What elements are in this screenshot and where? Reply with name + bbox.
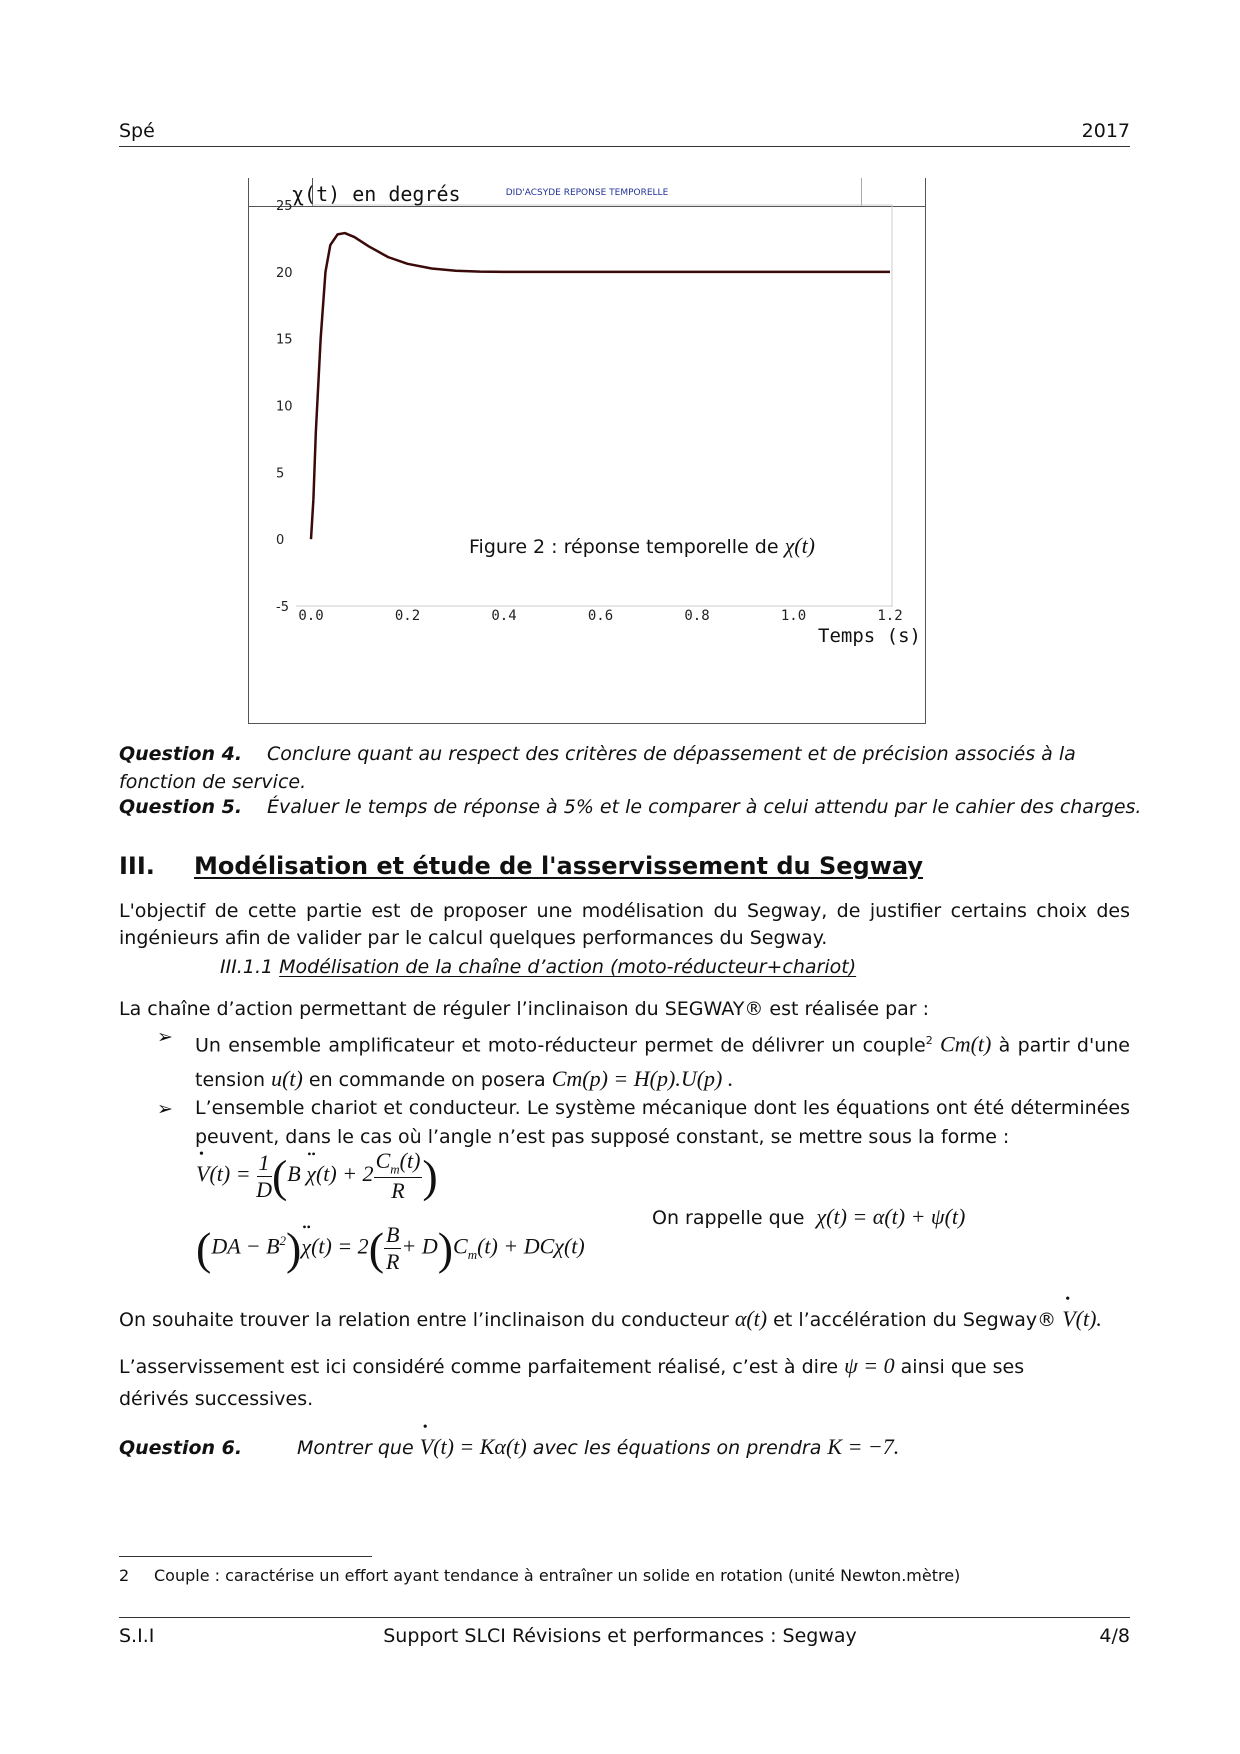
paragraph-2: [119, 1350, 1079, 1415]
figure-frame: [248, 178, 926, 724]
bullet-1-text: Un ensemble amplificateur et moto-réducteur permet de délivrer un couple: [195, 1034, 926, 1057]
psi-math: ψ = 0: [844, 1353, 895, 1378]
header-right: 2017: [1081, 120, 1130, 142]
u-math: u(t): [271, 1066, 303, 1092]
x-tick-label: 1.0: [780, 608, 807, 624]
y-tick-label: 25: [276, 199, 293, 214]
footnote-num: 2: [119, 1566, 130, 1585]
paragraph-1: [119, 1306, 1102, 1332]
para1-text: On souhaite trouver la relation entre l’inclinaison du conducteur: [119, 1309, 729, 1331]
x-tick-label: 0.0: [298, 608, 324, 624]
cm-math: Cm(t): [940, 1031, 992, 1057]
recall: [652, 1204, 965, 1230]
chain-intro: La chaîne d’action permettant de réguler l’inclinaison du SEGWAY® est réalisée par :: [119, 998, 930, 1020]
subsection-num: III.1.1: [220, 956, 274, 978]
figure-caption: [469, 533, 815, 559]
section-num: III.: [119, 852, 155, 880]
y-tick-label: 0: [276, 533, 285, 549]
recall-text: On rappelle que: [652, 1207, 805, 1229]
q6-label: Question 6.: [119, 1437, 243, 1459]
chart: [249, 178, 925, 723]
y-axis-label: χ(t) en degrés: [292, 182, 461, 206]
q4-text: Conclure quant au respect des critères de dépassement et de précision associés à la fonction de service.: [119, 743, 1076, 793]
x-tick-label: 1.2: [877, 608, 903, 624]
subsection-heading: [220, 956, 856, 978]
bullet-arrow-icon: ➢: [157, 1098, 173, 1120]
y-tick-label: 20: [276, 265, 293, 281]
equation-1: • V(t) = $\frac{1}{D}$ (B •• χ(t) + 2 $\frac{C_m(t)}{R}$ ): [196, 1148, 438, 1204]
q6-k: K = −7.: [827, 1434, 900, 1459]
y-tick-label: 10: [276, 399, 293, 415]
q6-text-b: avec les équations on prendra: [532, 1437, 822, 1459]
recall-math: χ(t) = α(t) + ψ(t): [816, 1204, 966, 1229]
header-left: Spé: [119, 120, 155, 142]
figure-banner: DID'ACSYDE REPONSE TEMPORELLE: [505, 188, 669, 198]
q6-math: • V(t) = Kα(t): [420, 1434, 527, 1459]
footnote-ref: 2: [925, 1034, 933, 1047]
footer-right: 4/8: [1099, 1625, 1130, 1647]
question-4: [119, 740, 1130, 796]
y-tick-label: -5: [276, 600, 289, 615]
equation-2: $(DA - B^2)••$ χ(t) = 2( $\frac{B}{R}$ + $D)C_m(t) + DC\chi(t)$: [196, 1222, 585, 1275]
q6-text: Montrer que: [297, 1437, 414, 1459]
section-heading: [119, 852, 923, 880]
x-tick-label: 0.6: [587, 608, 614, 624]
para2-text-b: ainsi que ses dérivés successives.: [119, 1356, 1025, 1410]
x-tick-label: 0.4: [491, 608, 517, 624]
v-dot-math: • V(t).: [1062, 1306, 1102, 1331]
x-tick-label: 0.8: [684, 608, 710, 624]
section-title: Modélisation et étude de l'asservissement du Segway: [194, 852, 923, 880]
para1-text-b: et l’accélération du Segway®: [773, 1309, 1057, 1331]
cm-hp-math: Cm(p) = H(p).U(p) .: [551, 1066, 734, 1092]
caption-math: χ(t): [784, 533, 816, 558]
bullet-arrow-icon: ➢: [157, 1026, 173, 1048]
footer-left: S.I.I: [119, 1625, 155, 1647]
bullet-2: L’ensemble chariot et conducteur. Le système mécanique dont les équations ont été déterminées peuvent, dans le cas où l’angle n’est pas supposé constant, se mettre sous la forme :: [195, 1097, 1130, 1148]
footnote-text: Couple : caractérise un effort ayant tendance à entraîner un solide en rotation (unité Newton.mètre): [154, 1566, 961, 1585]
footnote-rule: [119, 1556, 372, 1557]
alpha-math: α(t): [734, 1306, 768, 1331]
bullet-1-text-b: à partir d'une tension: [195, 1034, 1130, 1092]
question-5: [119, 796, 1141, 818]
footer-rule: [119, 1617, 1130, 1618]
q5-label: Question 5.: [119, 796, 243, 818]
footer-center: Support SLCI Révisions et performances : Segway: [383, 1625, 857, 1647]
x-tick-label: 0.2: [394, 608, 421, 624]
para2-text: L’asservissement est ici considéré comme parfaitement réalisé, c’est à dire: [119, 1356, 839, 1378]
bullet-1: [195, 1024, 1130, 1097]
caption-text: Figure 2 : réponse temporelle de: [469, 536, 779, 558]
y-tick-label: 5: [276, 466, 285, 482]
header-rule: [119, 146, 1130, 147]
footnote: [119, 1566, 960, 1585]
q4-label: Question 4.: [119, 743, 243, 765]
q5-text: Évaluer le temps de réponse à 5% et le comparer à celui attendu par le cahier des charges.: [267, 796, 1142, 818]
y-tick-label: 15: [276, 332, 293, 348]
bullet-1-text-c: en commande on posera: [308, 1069, 546, 1092]
series-line-chi: [311, 233, 890, 539]
x-axis-label: Temps (s): [818, 625, 921, 647]
subsection-title: Modélisation de la chaîne d’action (moto-réducteur+chariot): [279, 956, 857, 978]
intro-paragraph: L'objectif de cette partie est de proposer une modélisation du Segway, de justifier certains choix des ingénieurs afin de valider par le calcul quelques performances du Segway.: [119, 900, 1130, 949]
question-6: [119, 1434, 899, 1460]
